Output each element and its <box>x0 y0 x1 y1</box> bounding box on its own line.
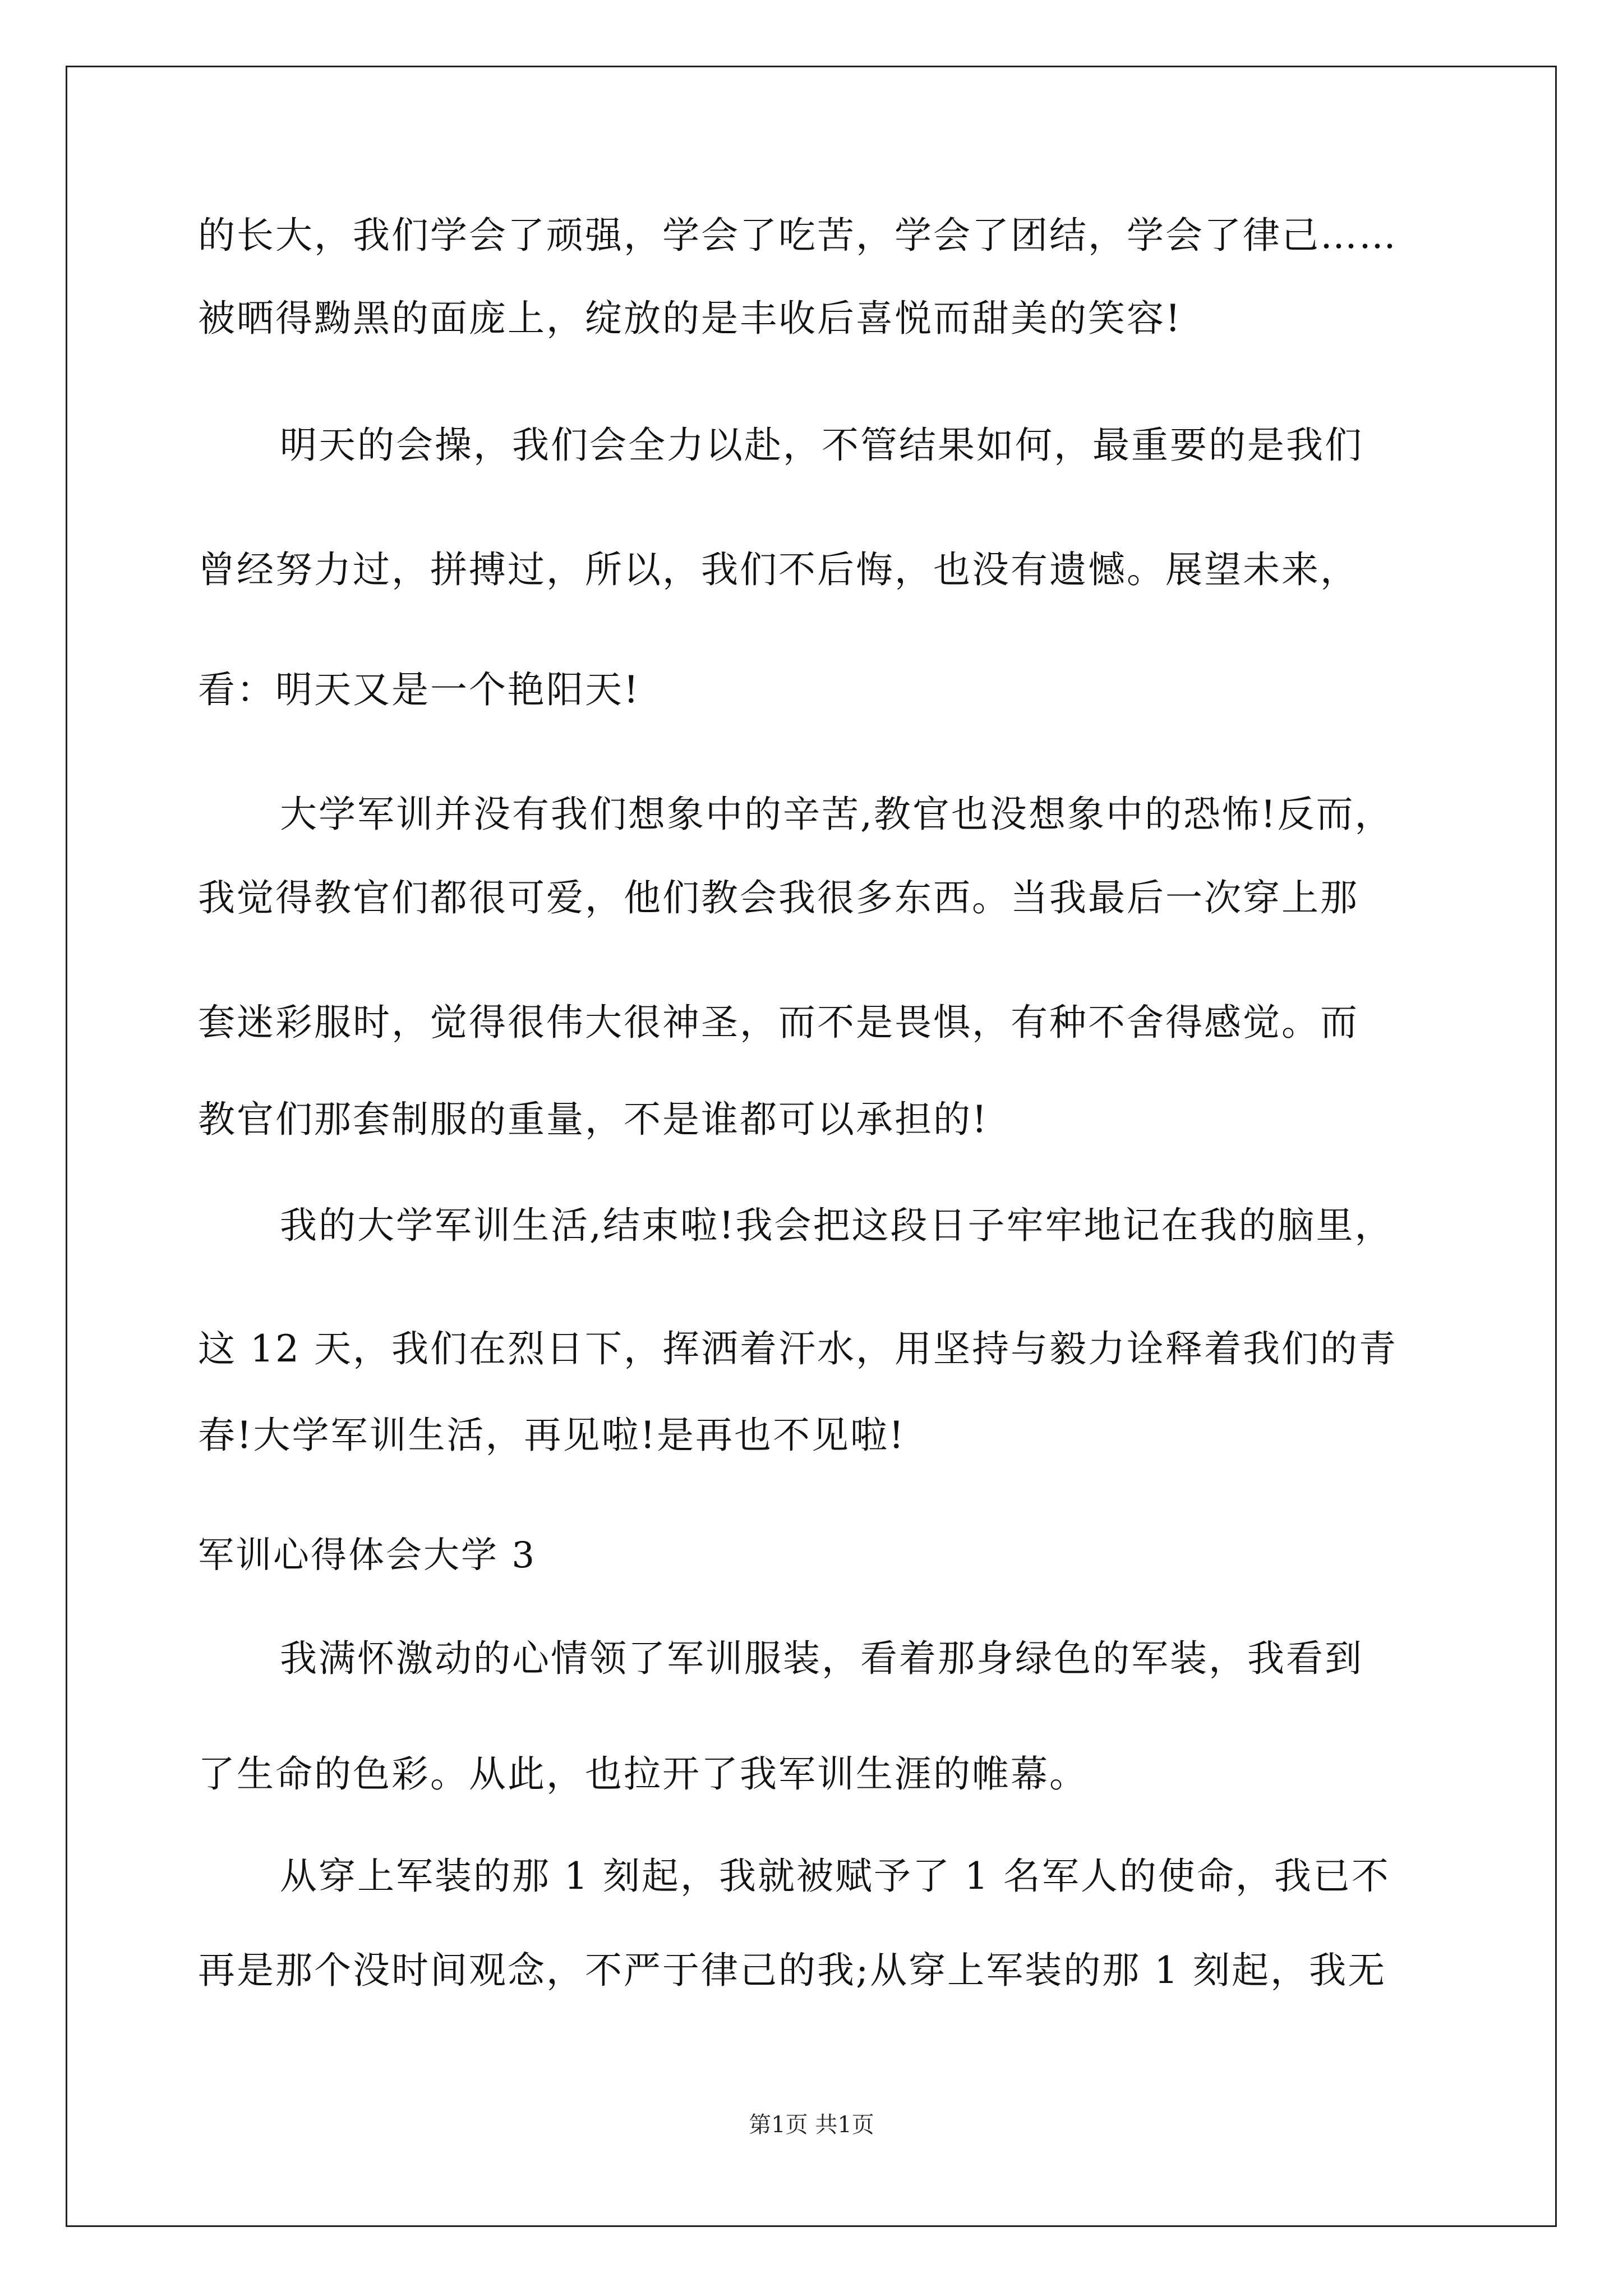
text-line: 我觉得教官们都很可爱，他们教会我很多东西。当我最后一次穿上那 <box>198 876 1359 919</box>
page-footer: 第1页 共1页 <box>749 2112 874 2138</box>
paragraph-start-line: 明天的会操，我们会全力以赴，不管结果如何，最重要的是我们 <box>280 424 1363 467</box>
text-line: 曾经努力过，拼搏过，所以，我们不后悔，也没有遗憾。展望未来， <box>198 548 1359 591</box>
text-line: 这 12 天，我们在烈日下，挥洒着汗水，用坚持与毅力诠释着我们的青 <box>198 1327 1398 1370</box>
text-line: 了生命的色彩。从此，也拉开了我军训生涯的帷幕。 <box>198 1752 1088 1796</box>
page-border <box>66 66 1557 2227</box>
text-line: 的长大，我们学会了顽强，学会了吃苦，学会了团结，学会了律己…… <box>198 214 1398 257</box>
paragraph-start-line: 我的大学军训生活,结束啦!我会把这段日子牢牢地记在我的脑里， <box>280 1204 1394 1247</box>
text-line: 被晒得黝黑的面庞上，绽放的是丰收后喜悦而甜美的笑容! <box>198 297 1182 340</box>
paragraph-start-line: 我满怀激动的心情领了军训服装，看着那身绿色的军装，我看到 <box>280 1637 1363 1680</box>
text-line: 春!大学军训生活，再见啦!是再也不见啦! <box>198 1414 906 1457</box>
text-line: 教官们那套制服的重量，不是谁都可以承担的! <box>198 1098 989 1141</box>
text-line: 看：明天又是一个艳阳天! <box>198 668 640 711</box>
paragraph-start-line: 从穿上军装的那 1 刻起，我就被赋予了 1 名军人的使命，我已不 <box>280 1855 1390 1898</box>
paragraph-start-line: 大学军训并没有我们想象中的辛苦,教官也没想象中的恐怖!反而， <box>280 793 1394 836</box>
text-line: 再是那个没时间观念，不严于律己的我;从穿上军装的那 1 刻起，我无 <box>198 1949 1387 1992</box>
text-line: 套迷彩服时，觉得很伟大很神圣，而不是畏惧，有种不舍得感觉。而 <box>198 1001 1359 1044</box>
section-heading: 军训心得体会大学 3 <box>198 1535 537 1576</box>
